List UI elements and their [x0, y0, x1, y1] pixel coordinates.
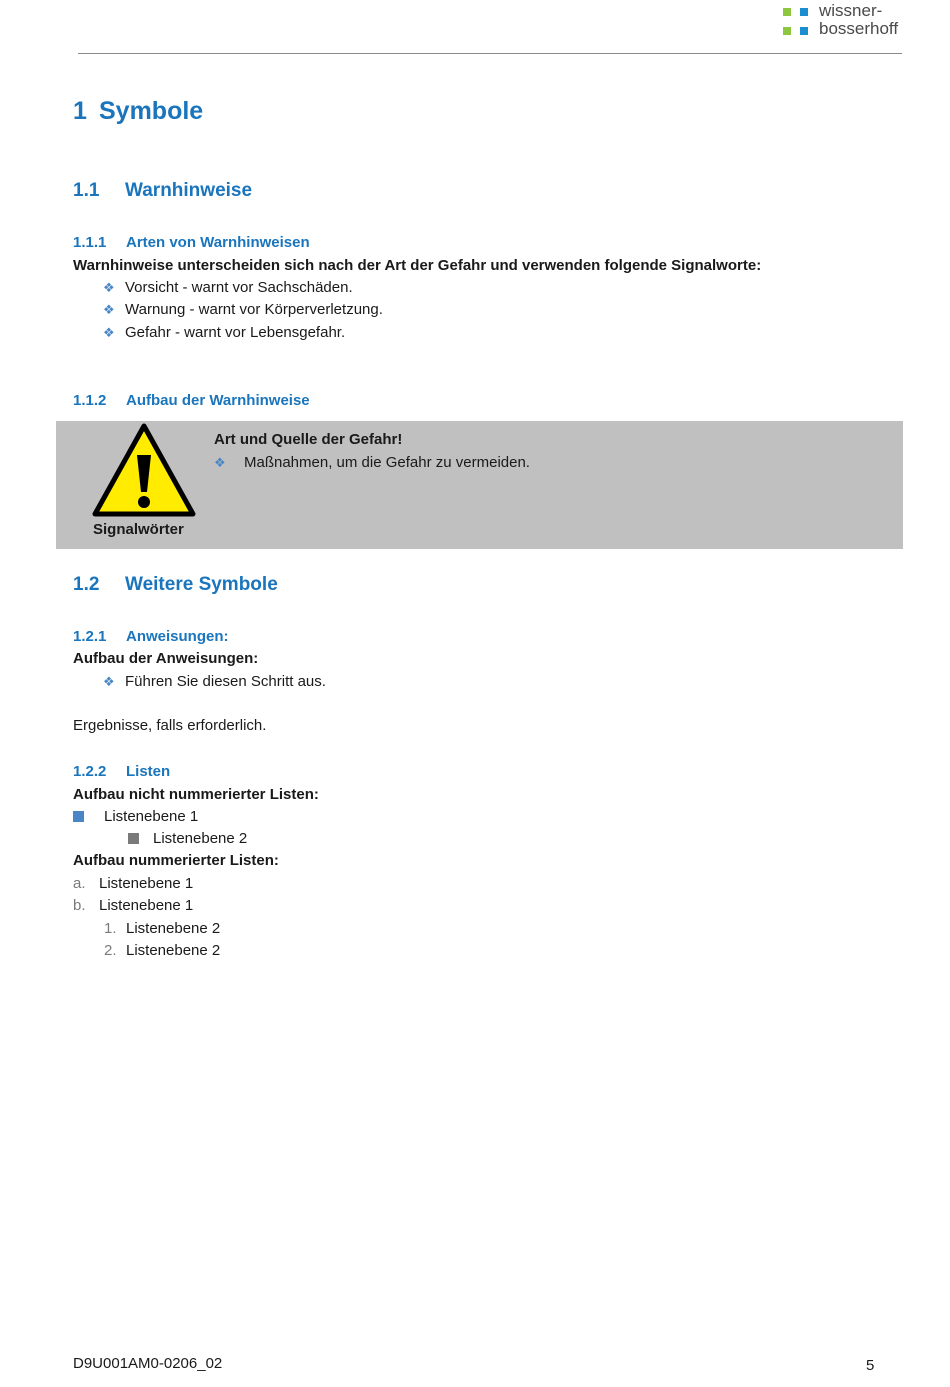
logo-square-icon: [800, 8, 808, 16]
diamond-bullet-icon: ❖: [103, 674, 115, 689]
heading-title: Aufbau der Warnhinweise: [126, 392, 310, 409]
list-item-text: Listenebene 1: [104, 808, 199, 825]
unordered-list-intro: Aufbau nicht nummerierter Listen:: [73, 786, 319, 803]
heading-number: 1: [73, 97, 87, 125]
heading-title: Anweisungen:: [126, 628, 229, 645]
heading-1-1-1: [73, 234, 310, 251]
list-item-text: Listenebene 2: [153, 830, 248, 847]
instruction-result: Ergebnisse, falls erforderlich.: [73, 717, 267, 734]
list-item-level1: [73, 808, 198, 825]
ordered-item-level2: [104, 942, 220, 959]
list-item: [103, 324, 345, 341]
diamond-bullet-icon: ❖: [103, 302, 115, 317]
heading-1-1-2: [73, 392, 310, 409]
diamond-bullet-icon: ❖: [103, 325, 115, 340]
heading-number: 1.2.2: [73, 763, 107, 780]
warning-action: [214, 454, 530, 471]
list-item: [103, 301, 383, 318]
list-item-text: Vorsicht - warnt vor Sachschäden.: [125, 279, 353, 296]
list-item-text: Gefahr - warnt vor Lebensgefahr.: [125, 324, 346, 341]
list-item-text: Listenebene 1: [99, 875, 194, 892]
logo-square-icon: [800, 27, 808, 35]
list-item: [103, 279, 353, 296]
heading-1: [73, 97, 203, 126]
heading-1-2-2: [73, 763, 170, 780]
diamond-bullet-icon: ❖: [214, 455, 226, 470]
ordered-item-level1: [73, 897, 193, 914]
heading-number: 1.2: [73, 574, 100, 595]
warning-box: [56, 421, 903, 549]
square-bullet-icon: [73, 811, 84, 822]
heading-title: Symbole: [99, 97, 204, 125]
list-marker: 2.: [104, 942, 117, 959]
warning-title: Art und Quelle der Gefahr!: [214, 431, 403, 448]
ordered-item-level2: [104, 920, 220, 937]
logo-square-icon: [783, 27, 791, 35]
heading-title: Weitere Symbole: [125, 574, 278, 595]
list-marker: a.: [73, 875, 86, 892]
ordered-list-intro: Aufbau nummerierter Listen:: [73, 852, 279, 869]
list-marker: b.: [73, 897, 86, 914]
instruction-step-text: Führen Sie diesen Schritt aus.: [125, 673, 326, 690]
company-logo: [783, 2, 913, 42]
warning-action-text: Maßnahmen, um die Gefahr zu vermeiden.: [244, 454, 530, 471]
heading-title: Warnhinweise: [125, 180, 253, 201]
header-divider: [78, 53, 902, 54]
heading-title: Arten von Warnhinweisen: [126, 234, 310, 251]
heading-title: Listen: [126, 763, 171, 780]
square-bullet-icon: [128, 833, 139, 844]
heading-number: 1.1.1: [73, 234, 107, 251]
list-marker: 1.: [104, 920, 117, 937]
instructions-intro: Aufbau der Anweisungen:: [73, 650, 259, 667]
page-number: 5: [866, 1357, 875, 1374]
logo-square-icon: [783, 8, 791, 16]
diamond-bullet-icon: ❖: [103, 280, 115, 295]
logo-text-line1: wissner-: [819, 1, 883, 20]
document-id: D9U001AM0-0206_02: [73, 1355, 223, 1372]
warning-triangle-icon: [92, 423, 196, 517]
heading-number: 1.1.2: [73, 392, 107, 409]
list-item-text: Listenebene 2: [126, 920, 221, 937]
intro-text: Warnhinweise unterscheiden sich nach der Art der Gefahr und verwenden folgende Signalworte:: [73, 257, 762, 274]
list-item-text: Warnung - warnt vor Körperverletzung.: [125, 301, 383, 318]
signal-words-label: Signalwörter: [93, 521, 184, 538]
heading-number: 1.2.1: [73, 628, 107, 645]
logo-text-line2: bosserhoff: [819, 19, 899, 38]
list-item-level2: [128, 830, 247, 847]
list-item-text: Listenebene 2: [126, 942, 221, 959]
ordered-item-level1: [73, 875, 193, 892]
heading-1-2-1: [73, 628, 229, 645]
instruction-step: [103, 673, 326, 690]
list-item-text: Listenebene 1: [99, 897, 194, 914]
heading-1-2: [73, 574, 278, 596]
heading-number: 1.1: [73, 180, 100, 201]
heading-1-1: [73, 180, 252, 202]
